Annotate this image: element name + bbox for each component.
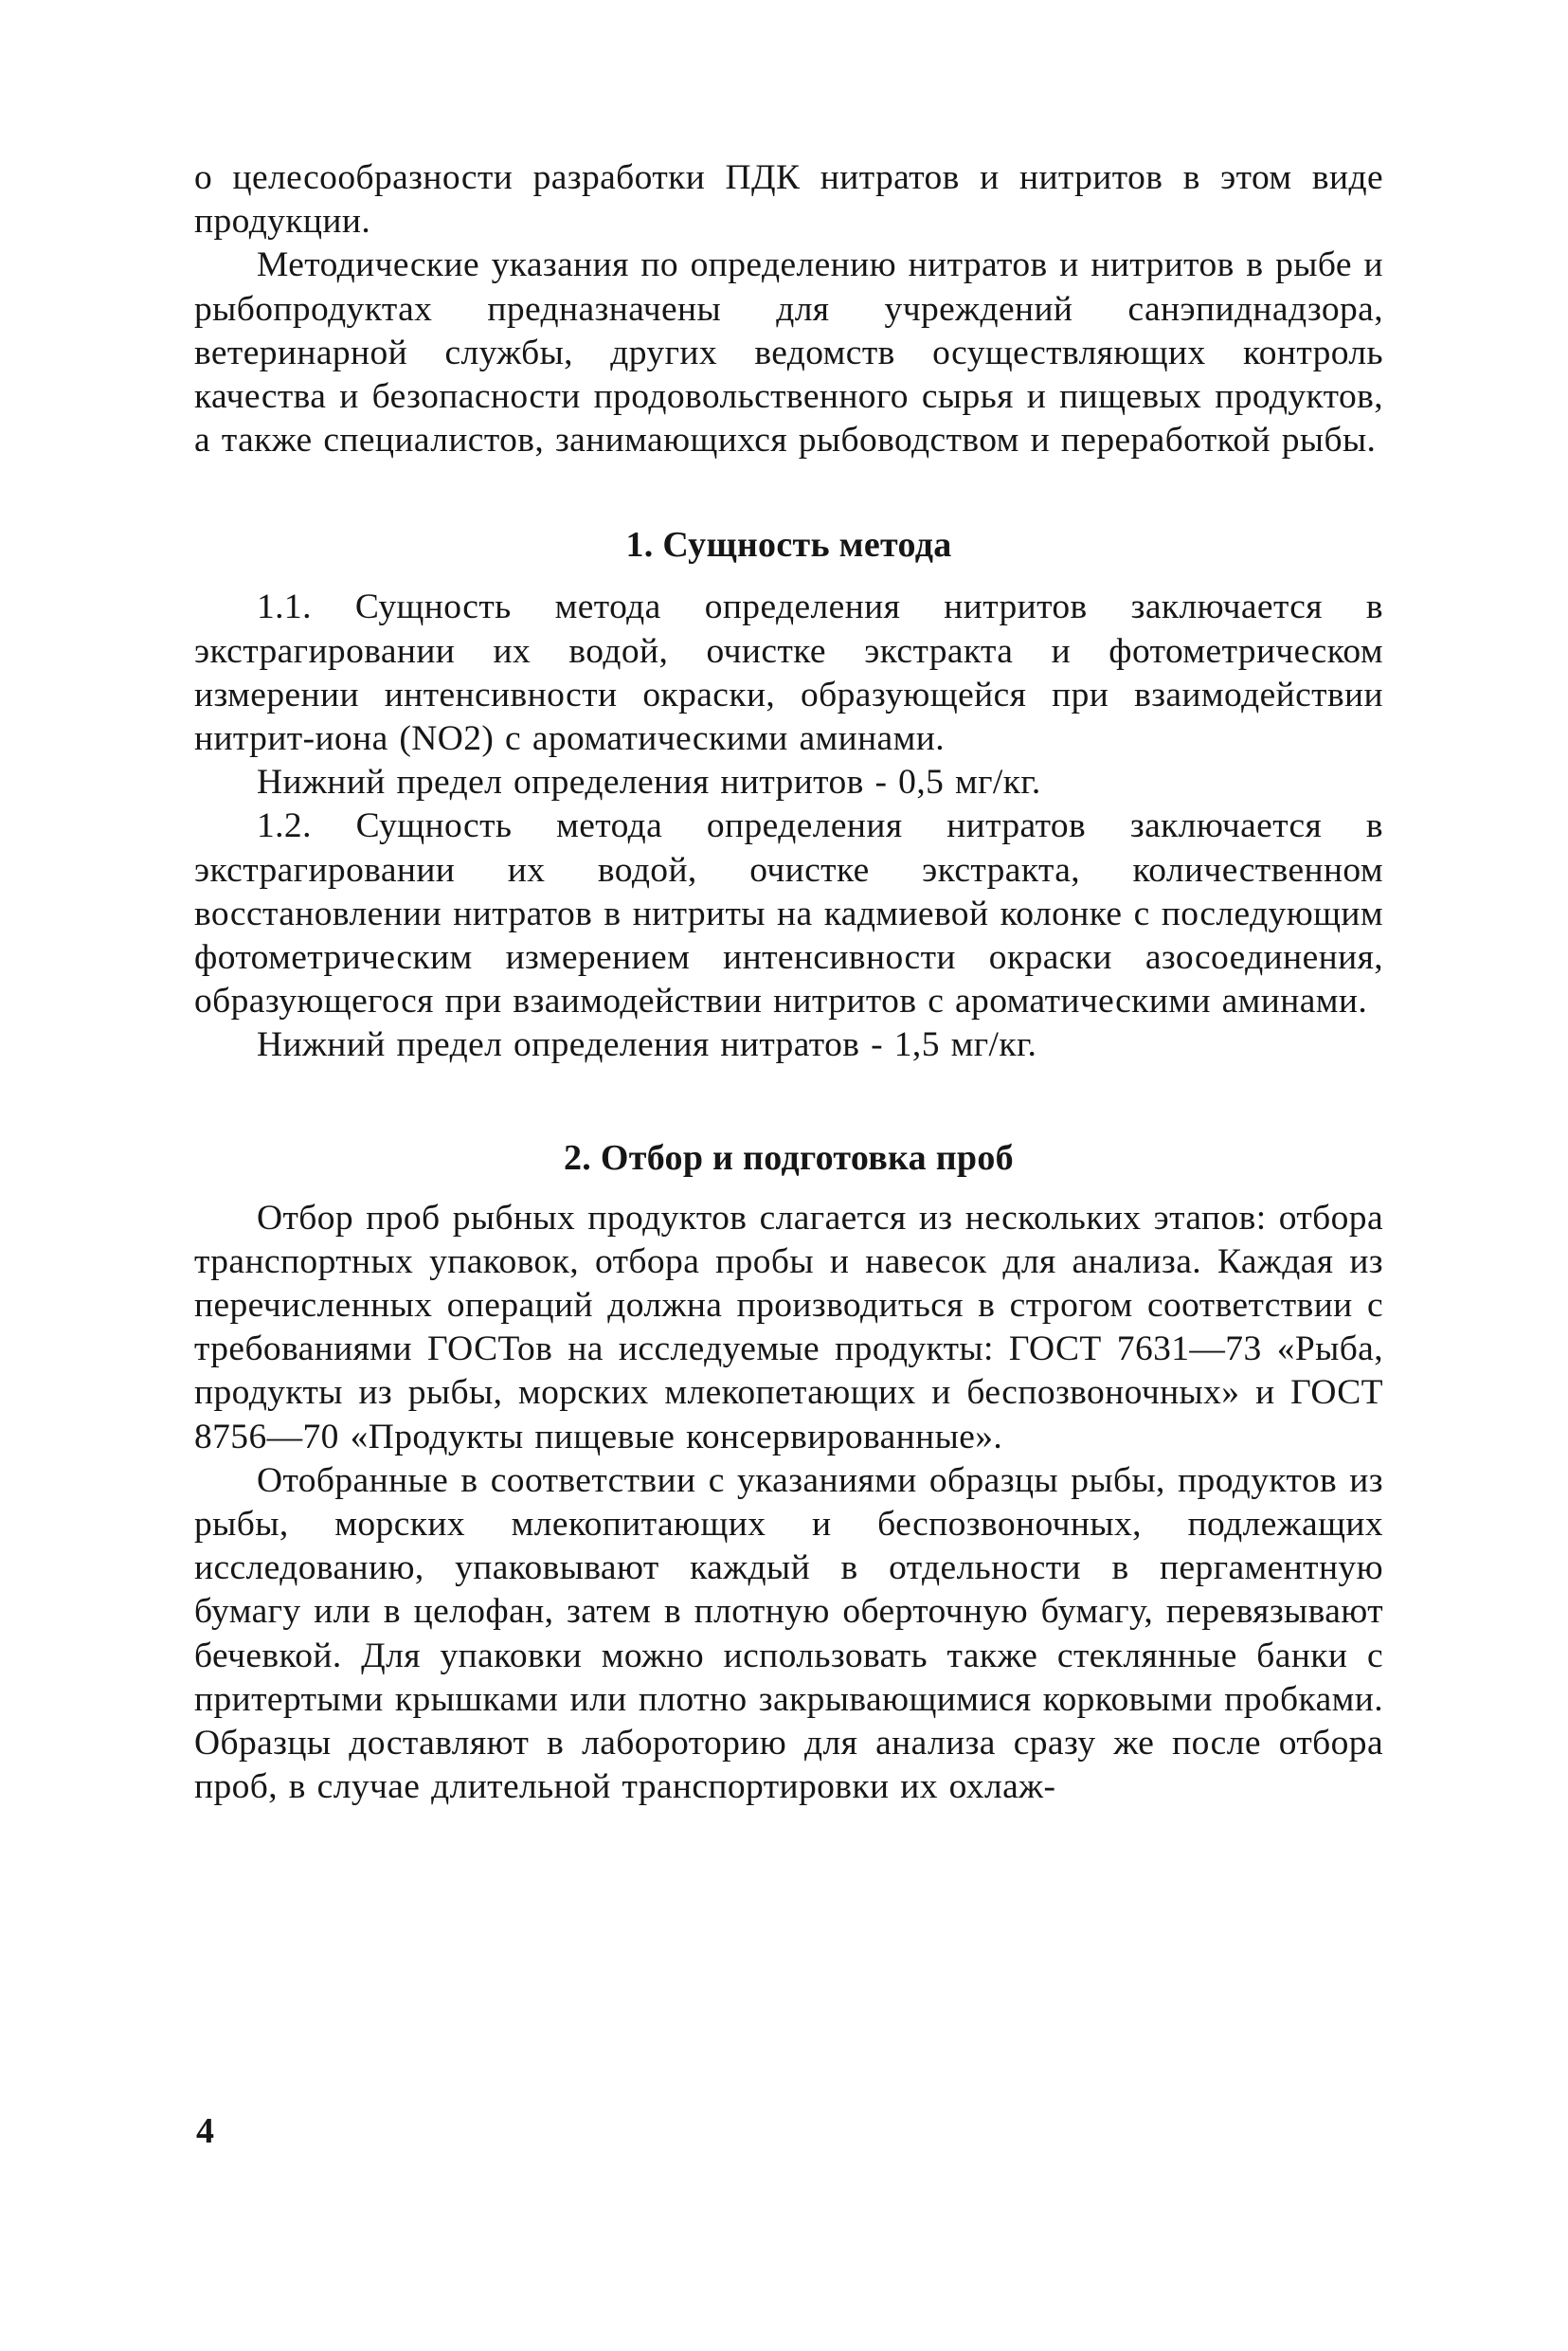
intro-paragraph-continuation: о целесообразности разработки ПДК нитратов и нитритов в этом виде продукции. [194,158,1383,242]
section-1-2-limit: Нижний предел определения нитратов - 1,5 мг/кг. [257,1025,1037,1065]
section-2-paragraph-sampling: Отбор проб рыбных продуктов слагается из нескольких этапов: отбора транспортных упаковок, отбора пробы и навесок для анализа. Каждая из перечисленных операций должна производиться в строгом соответствии с требованиями ГОСТов на исследуемые продукты: ГОСТ 7631—73 «Рыба, продукты из рыбы, морских млекопетающих и беспозвоночных» и ГОСТ 8756—70 «Продукты пищевые консервированные». [194,1198,1383,1456]
page-number: 4 [196,2111,214,2151]
section-2-paragraph-packing: Отобранные в соответствии с указаниями образцы рыбы, продуктов из рыбы, морских млекопитающих и беспозвоночных, подлежащих исследованию, упаковывают каждый в отдельности в пергаментную бумагу или в целофан, затем в плотную оберточную бумагу, перевязывают бечевкой. Для упаковки можно использовать также стеклянные банки с притертыми крышками или плотно закрывающимися корковыми пробками. Образцы доставляют в лабороторию для анализа сразу же после отбора проб, в случае длительной транспортировки их охлаж- [194,1460,1383,1807]
section-1-heading: 1. Сущность метода [625,525,952,566]
section-1-2-paragraph: 1.2. Сущность метода определения нитратов заключается в экстрагировании их водой, очистке экстракта, количественном восстановлении нитратов в нитриты на кадмиевой колонке с последующим фотометрическим измерением интенсивности окраски азосоединения, образующегося при взаимодействии нитритов с ароматическими аминами. [194,806,1383,1022]
section-2-heading: 2. Отбор и подготовка проб [564,1137,1014,1178]
page-content [194,156,1383,1810]
section-1-1-paragraph: 1.1. Сущность метода определения нитритов заключается в экстрагировании их водой, очистке экстракта и фотометрическом измерении интенсивности окраски, образующейся при взаимодействии нитрит-иона (NO2) с ароматическими аминами. [194,588,1383,759]
section-1-1-limit: Нижний предел определения нитритов - 0,5 мг/кг. [257,763,1041,803]
intro-paragraph-purpose: Методические указания по определению нитратов и нитритов в рыбе и рыбопродуктах предназначены для учреждений санэпиднадзора, ветеринарной службы, других ведомств осуществляющих контроль качества и безопасности продовольственного сырья и пищевых продуктов, а также специалистов, занимающихся рыбоводством и переработкой рыбы. [194,245,1383,461]
